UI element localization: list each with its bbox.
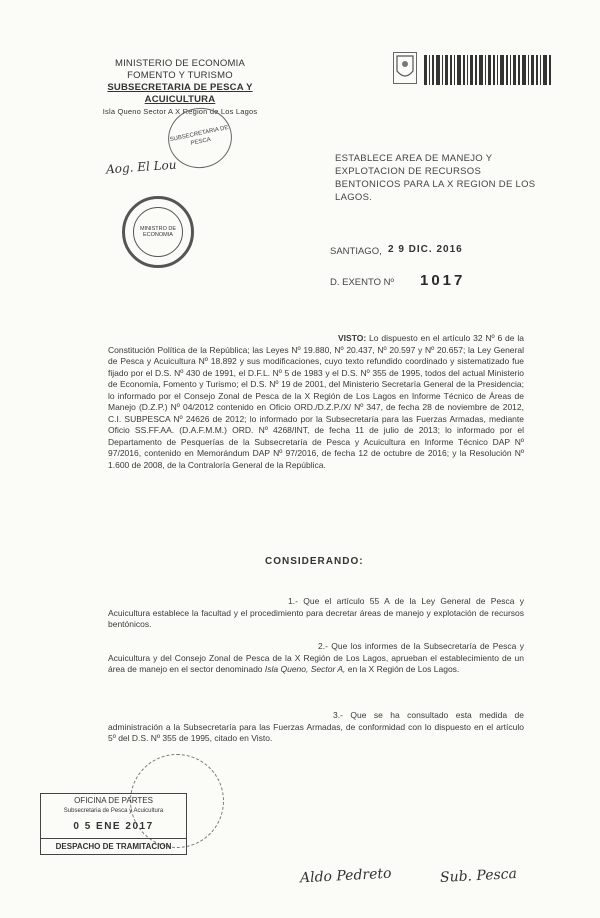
seal-text: MINISTRO DE ECONOMIA [139,226,177,238]
place-label: SANTIAGO, [330,246,382,257]
considerando-3: 3.- Que se ha consultado esta medida de administración a la Subsecretaría para las Fuerzas Armadas, de conformidad con lo dispuesto en el artículo 5º del D.S. Nº 355 de 1995, citado en Visto. [108,710,524,743]
seal-inner-ring [133,207,183,257]
considerando-1: 1.- Que el artículo 55 A de la Ley General de Pesca y Acuicultura establece la facultad y el procedimiento para decretar áreas de manejo y explotación de recursos bentónicos. [108,596,524,629]
considerando-2-sector: Isla Queno, Sector A, [264,664,346,674]
barcode-icon [424,55,554,85]
subsecretaria-name: SUBSECRETARIA DE PESCA Y ACUICULTURA [107,82,253,105]
signature-2: Sub. Pesca [439,865,518,887]
considerando-2 [108,641,524,676]
reception-stamp-text: SUBSECRETARIA DE PESCA [169,124,230,147]
ministry-letterhead [80,58,280,118]
handwritten-note: Aog. El Lou [105,157,177,177]
office-stamp-title: OFICINA DE PARTES [74,796,153,805]
ministry-seal [122,196,194,268]
office-stamp [40,793,187,855]
visto-paragraph [108,333,524,471]
visto-lead: VISTO: [338,333,367,343]
document-date: 2 9 DIC. 2016 [388,244,463,255]
office-stamp-footer: DESPACHO DE TRAMITACION [41,838,186,852]
signature-1: Aldo Pedreto [299,865,392,887]
ministry-name: MINISTERIO DE ECONOMIA [114,58,246,69]
considerando-2-tail: en la X Región de Los Lagos. [347,664,460,674]
office-stamp-date: 0 5 ENE 2017 [73,821,154,832]
letterhead-note: Isla Queno Sector A X Region de Los Lagos [102,107,258,116]
decree-number: 1017 [420,272,466,289]
crest-icon [393,52,417,84]
considerando-heading: CONSIDERANDO: [265,556,364,567]
document-title: ESTABLECE AREA DE MANEJO Y EXPLOTACION DE RECURSOS BENTONICOS PARA LA X REGION DE LOS LAGOS. [335,153,536,203]
considerando-2-text: 2.- Que los informes de la Subsecretaría de Pesca y Acuicultura y del Consejo Zonal de Pesca de la X Región de Los Lagos, aprueban el establecimiento de un área de manejo en el sector denominado [108,641,524,674]
office-stamp-subtitle: Subsecretaria de Pesca y Acuicultura [63,808,164,814]
visto-text: Lo dispuesto en el artículo 32 Nº 6 de la Constitución Política de la República; las Leyes Nº 19.880, Nº 20.437, Nº 20.597 y Nº 20.657; la Ley General de Pesca y Acuicultura Nº 18.892 y sus modificaciones, cuyo texto refundido coordinado y sistematizado fue fijado por el D.S. Nº 430 de 1991, el D.F.L. Nº 5 de 1983 y el D.S. Nº 355 de 1995, todos del actual Ministerio de Economía, Fomento y Turismo; el D.S. Nº 19 de 2001, del Ministerio Secretaría General de la Presidencia; lo informado por el Consejo Zonal de Pesca de la X Región de Los Lagos en Informe Técnico de Áreas de Manejo (D.Z.P.) Nº 04/2012 contenido en Oficio ORD./D.Z.P./X/ Nº 347, de fecha 28 de noviembre de 2012, C.I. SUBPESCA Nº 24626 de 2012; lo informado por la Subsecretaría para las Fuerzas Armadas, mediante Oficio SS.FF.AA. (D.A.F.M.M.) ORD. Nº 4268/INT, de fecha 11 de julio de 2013; lo informado por el Departamento de Pesquerías de la Subsecretaría de Pesca y Acuicultura en Informe Técnico DAP Nº 97/2016, contenido en Memorándum DAP Nº 97/2016, de fecha 12 de octubre de 2016; y la Resolución Nº 1.600 de 2008, de la Contraloría General de la República. [108,333,524,470]
decree-label: D. EXENTO Nº [330,277,394,288]
ministry-subtitle: FOMENTO Y TURISMO [127,70,233,81]
